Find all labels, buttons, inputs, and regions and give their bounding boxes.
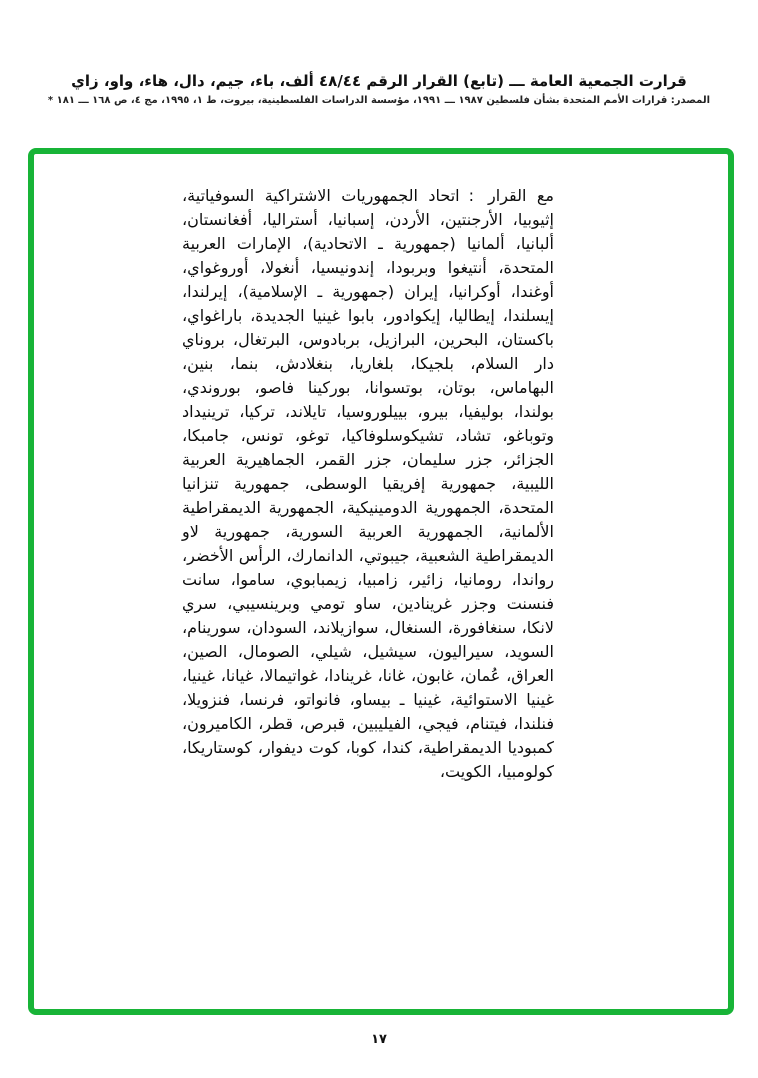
page-footer	[0, 1032, 758, 1047]
source-citation: المصدر: قرارات الأمم المتحدة بشأن فلسطين ١٩٨٧ ـــ ١٩٩١، مؤسسة الدراسات الفلسطينية، بيروت، ط ١، ١٩٩٥، مج ٤، ص ١٦٨ ـــ ١٨١ *	[47, 95, 711, 106]
page-header	[0, 0, 758, 106]
resolution-paragraph	[182, 184, 554, 784]
document-title: قرارت الجمعية العامة ـــ (تابع) القرار الرقم ٤٨/٤٤ ألف، باء، جيم، دال، هاء، واو، زاي	[71, 72, 687, 90]
resolution-box	[28, 148, 734, 1015]
countries-list: اتحاد الجمهوريات الاشتراكية السوفياتية، إثيوبيا، الأرجنتين، الأردن، إسبانيا، أستراليا، أفغانستان، ألبانيا، ألمانيا (جمهورية ـ الاتحادية)، الإمارات العربية المتحدة، أنتيغوا وبربودا، إندونيسيا، أنغولا، أوروغواي، أوغندا، أوكرانيا، إيران (جمهورية ـ الإسلامية)، إيرلندا، إيسلندا، إيطاليا، إيكوادور، بابوا غينيا الجديدة، باراغواي، باكستان، البحرين، البرازيل، بربادوس، البرتغال، بروناي دار السلام، بلجيكا، بلغاريا، بنغلادش، بنما، بنين، البهاماس، بوتان، بوتسوانا، بوركينا فاصو، بوروندي، بولندا، بوليفيا، بيرو، بييلوروسيا، تايلاند، تركيا، ترينيداد وتوباغو، تشاد، تشيكوسلوفاكيا، توغو، تونس، جامبكا، الجزائر، جزر سليمان، جزر القمر، الجماهيرية العربية الليبية، جمهورية إفريقيا الوسطى، جمهورية تنزانيا المتحدة، الجمهورية الدومينيكية، الجمهورية الديمقراطية الألمانية، الجمهورية العربية السورية، جمهورية لاو الديمقراطية الشعبية، جيبوتي، الدانمارك، الرأس الأخضر، رواندا، رومانيا، زائير، زامبيا، زيمبابوي، ساموا، سانت فنسنت وجزر غرينادين، ساو تومي وبرينسيبي، سري لانكا، سنغافورة، السنغال، سوازيلاند، السودان، سورينام، السويد، سيراليون، سيشيل، شيلي، الصومال، الصين، العراق، عُمان، غابون، غانا، غرينادا، غواتيمالا، غيانا، غينيا، غينيا الاستوائية، غينيا ـ بيساو، فانواتو، فرنسا، فنزويلا، فنلندا، فيتنام، فيجي، الفيليبين، قبرص، قطر، الكاميرون، كمبوديا الديمقراطية، كندا، كوبا، كوت ديفوار، كوستاريكا، كولومبيا، الكويت،	[182, 186, 554, 781]
label-colon: :	[468, 186, 475, 205]
vote-label: مع القرار	[488, 186, 554, 205]
page-number: ١٧	[371, 1032, 387, 1047]
